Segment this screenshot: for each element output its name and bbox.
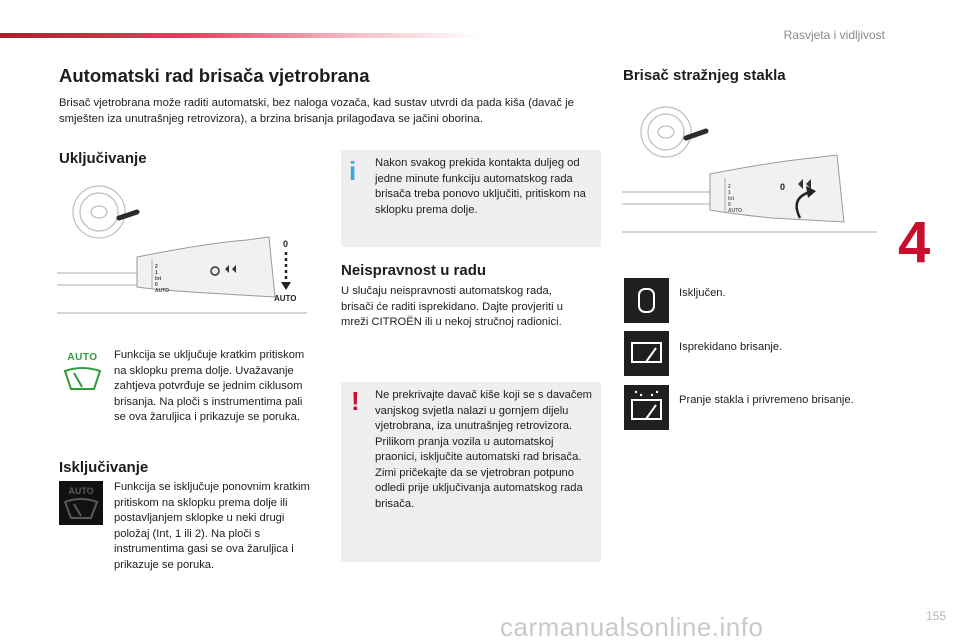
- rear-wiper-heading: Brisač stražnjeg stakla: [623, 67, 786, 84]
- stalk-label-0: 0: [155, 282, 158, 288]
- warning-icon: !: [351, 386, 360, 416]
- rear-mode-wash-label: Pranje stakla i privremeno brisanje.: [679, 394, 854, 406]
- rear-stalk-label-auto: AUTO: [728, 208, 743, 214]
- page-number: 155: [925, 609, 946, 623]
- stalk-label-1: 1: [155, 270, 158, 276]
- stalk-press-down-illustration: [57, 185, 307, 320]
- rear-wash-wipe-icon: [624, 385, 669, 430]
- press-down-arrow-icon: [281, 282, 291, 290]
- rear-stalk-label-int: Int: [728, 196, 735, 202]
- page-title: Automatski rad brisača vjetrobrana: [59, 65, 370, 86]
- stalk-label-auto: AUTO: [155, 288, 170, 294]
- rear-wiper-off-icon: [624, 278, 669, 323]
- arrow-label-0: 0: [283, 239, 289, 249]
- info-icon: i: [349, 156, 357, 186]
- auto-wiper-indicator: [60, 352, 105, 400]
- stalk-label-int: Int: [155, 276, 162, 282]
- info-note: [341, 150, 601, 247]
- info-note-text: Nakon svakog prekida kontakta duljeg od jedne minute funkciju automatskog rada brisača treba ponovo uključiti, pritiskom na sklopku prema dolje.: [375, 157, 586, 216]
- intro-paragraph: Brisač vjetrobrana može raditi automatski, bez naloga vozača, kad sustav utvrdi da pada kiša (davač je smješten iza unutrašnjeg retrovizora), a brzina brisanja prilagođava se jačini oborina.: [59, 97, 574, 125]
- rear-mode-off-label: Isključen.: [679, 287, 726, 299]
- warning-note: [341, 382, 601, 562]
- chapter-number: 4: [898, 210, 931, 275]
- malfunction-text: U slučaju neispravnosti automatskog rada, brisači će raditi isprekidano. Dajte provjeriti u mreži CITROËN ili u nekoj stručnoj radionici.: [341, 285, 563, 328]
- header-accent-bar: [0, 33, 480, 38]
- rear-stalk-label-0: 0: [728, 202, 731, 208]
- wiper-stalk-illustration: [57, 185, 307, 320]
- rear-stalk-label-1: 1: [728, 190, 731, 196]
- windscreen-wiper-off-icon: [59, 496, 103, 522]
- rear-stalk-label-2: 2: [728, 184, 731, 190]
- watermark: carmanualsonline.info: [500, 612, 764, 642]
- switch-on-text: Funkcija se uključuje kratkim pritiskom na sklopku prema dolje. Uvažavanje zahtjeva potvrđuje se jednim ciklusom brisanja. Na ploči s instrumentima pali se ova žaruljica i prikazuje se poruka.: [114, 349, 305, 423]
- section-title: Rasvjeta i vidljivost: [783, 28, 885, 42]
- auto-indicator-label: AUTO: [67, 352, 98, 363]
- switch-off-text: Funkcija se isključuje ponovnim kratkim pritiskom na sklopku prema dolje ili postavljanjem sklopke u neki drugi položaj (Int, 1 ili 2). Na ploči s instrumentima gasi se ova žaruljica i prikazuje se poruka.: [114, 481, 310, 571]
- malfunction-heading: Neispravnost u radu: [341, 262, 487, 279]
- arrow-label-auto: AUTO: [274, 294, 297, 303]
- auto-off-label: AUTO: [68, 486, 94, 496]
- rear-mode-intermittent-label: Isprekidano brisanje.: [679, 341, 783, 353]
- auto-off-indicator: [59, 481, 103, 525]
- rear-ring-label-0: 0: [780, 182, 786, 192]
- warning-note-text: Ne prekrivajte davač kiše koji se s davačem vanjskog svjetla nalazi u gornjem dijelu vjetrobrana, iza unutrašnjeg retrovizora. Prilikom pranja vozila u automatskoj praonici, isključite automatski rad brisača. Zimi pričekajte da se vjetrobran potpuno odledi prije uključivanja automatskog rada brisača.: [375, 389, 593, 510]
- rear-wiper-intermittent-icon: [624, 331, 669, 376]
- switch-on-heading: Uključivanje: [59, 150, 147, 167]
- rear-stalk-illustration: [622, 106, 877, 236]
- switch-off-heading: Isključivanje: [59, 459, 149, 476]
- rear-wiper-stalk-illustration: [622, 106, 877, 236]
- stalk-label-2: 2: [155, 264, 158, 270]
- windscreen-wiper-icon: [60, 363, 105, 393]
